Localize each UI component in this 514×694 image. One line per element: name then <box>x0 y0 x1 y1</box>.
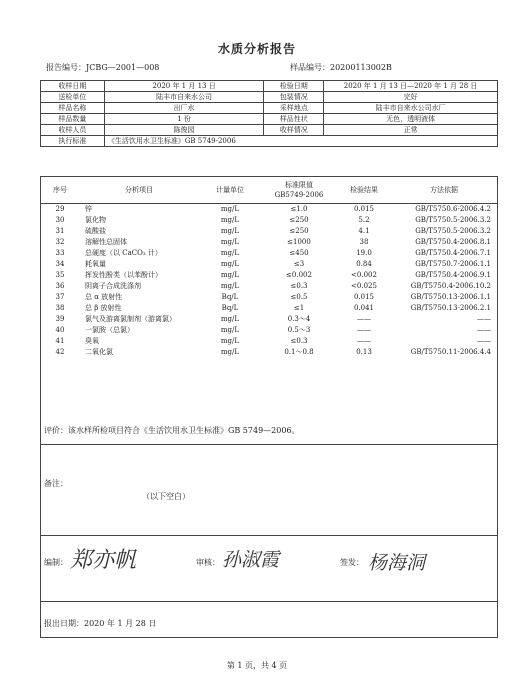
cell-limit: ≤3 <box>293 260 305 268</box>
report-number-value: JCBG—2001—008 <box>86 63 160 72</box>
cell-result: <0.002 <box>351 271 377 279</box>
cell-result: <0.025 <box>351 282 377 290</box>
cell-limit: 0.3～4 <box>287 315 311 323</box>
page-number: 第 1 页，共 4 页 <box>226 661 288 670</box>
cell-method: GB/T5750.4-2006.9.1 <box>415 271 491 279</box>
cell-no: 35 <box>55 271 65 279</box>
cell-item: 氯化物 <box>85 216 106 224</box>
cell-no: 34 <box>55 260 65 268</box>
package-value: 完好 <box>324 92 498 103</box>
cell-no: 42 <box>55 348 65 356</box>
cell-result: —— <box>357 326 371 334</box>
cell-limit: ≤1.0 <box>290 205 308 213</box>
cell-method: GB/T5750.6-2006.4.2 <box>415 205 491 213</box>
table-row <box>41 336 497 347</box>
quantity-value: 1 份 <box>104 114 263 125</box>
issue-date: 报出日期：2020 年 1 月 28 日 <box>44 619 157 628</box>
cell-result: —— <box>357 315 371 323</box>
character-label: 样品性状 <box>264 114 324 125</box>
header-limit-main: 标准限值 <box>285 181 313 189</box>
cell-limit: 0.1～0.8 <box>284 348 314 356</box>
blank-note: （以下空白） <box>142 492 190 501</box>
reviewer-label: 审核： <box>196 558 220 567</box>
package-label: 包装情况 <box>264 92 324 103</box>
cell-result: —— <box>357 337 371 345</box>
issuer-label: 签发： <box>340 558 364 567</box>
cell-unit: mg/L <box>220 337 240 345</box>
cell-unit: mg/L <box>220 315 240 323</box>
sample-number <box>290 62 392 73</box>
cell-limit: 0.5～3 <box>287 326 311 334</box>
remarks-label: 备注： <box>44 479 68 488</box>
header-limit-sub: GB5749-2006 <box>274 191 324 199</box>
sample-name-label: 样品名称 <box>41 103 105 114</box>
sender-label: 送检单位 <box>41 92 105 103</box>
cell-no: 41 <box>55 337 65 345</box>
cell-result: 0.84 <box>356 260 372 268</box>
cell-method: GB/T5750.13-2006.1.1 <box>410 293 491 301</box>
table-row <box>41 303 497 314</box>
header-result: 检验结果 <box>337 177 391 204</box>
cell-item: 阴离子合成洗涤剂 <box>85 282 141 290</box>
cell-method: GB/T5750.4-2006.8.1 <box>415 238 491 246</box>
cell-limit: ≤450 <box>289 249 309 257</box>
table-row <box>41 281 497 292</box>
location-value: 陆丰市自来水公司水厂 <box>324 103 498 114</box>
cell-unit: mg/L <box>220 271 240 279</box>
receive-date-value: 2020 年 1 月 13 日 <box>104 81 263 92</box>
test-date-value: 2020 年 1 月 13 日—2020 年 1 月 28 日 <box>324 81 498 92</box>
cell-no: 32 <box>55 238 65 246</box>
cell-unit: mg/L <box>220 348 240 356</box>
divider <box>40 444 498 445</box>
cell-result: 0.041 <box>353 304 375 312</box>
results-header-row <box>41 177 497 204</box>
cell-result: 38 <box>359 238 369 246</box>
header-method: 方法依据 <box>391 177 497 204</box>
receiver-value: 陈俊园 <box>104 125 263 136</box>
cell-unit: mg/L <box>220 282 240 290</box>
cell-item: 总 α 放射性 <box>85 293 123 301</box>
standard-label: 执行标准 <box>41 136 105 147</box>
sample-name-value: 出厂水 <box>104 103 263 114</box>
cell-result: 19.0 <box>356 249 372 257</box>
report-title: 水质分析报告 <box>217 42 296 56</box>
cell-no: 30 <box>55 216 65 224</box>
cell-unit: Bq/L <box>221 304 239 312</box>
cell-method: GB/T5750.13-2006.2.1 <box>410 304 491 312</box>
table-row <box>41 204 497 216</box>
cell-limit: ≤0.3 <box>290 337 308 345</box>
cell-no: 29 <box>55 205 65 213</box>
sample-info-table <box>40 80 498 147</box>
report-number <box>46 62 159 73</box>
cell-unit: mg/L <box>220 326 240 334</box>
cell-unit: Bq/L <box>221 293 239 301</box>
cell-limit: ≤250 <box>289 216 309 224</box>
cell-unit: mg/L <box>220 205 240 213</box>
cell-no: 38 <box>55 304 65 312</box>
cell-limit: ≤0.002 <box>286 271 312 279</box>
evaluation-text: 评价：该水样所检项目符合《生活饮用水卫生标准》GB 5749—2006。 <box>44 426 300 435</box>
cell-result: 0.13 <box>356 348 372 356</box>
location-label: 采样地点 <box>264 103 324 114</box>
cell-no: 40 <box>55 326 65 334</box>
cell-limit: ≤1000 <box>287 238 311 246</box>
issuer-signature: 杨海洞 <box>368 552 426 574</box>
table-row <box>41 314 497 325</box>
results-table <box>41 177 497 358</box>
cell-item: 总 β 放射性 <box>85 304 122 312</box>
status-value: 正常 <box>324 125 498 136</box>
sample-number-value: 20200113002B <box>330 63 392 72</box>
header-no: 序号 <box>41 177 79 204</box>
table-row <box>41 347 497 358</box>
cell-no: 39 <box>55 315 65 323</box>
cell-item: 溶解性总固体 <box>85 238 127 246</box>
character-value: 无色，透明液体 <box>324 114 498 125</box>
cell-method: GB/T5750.4-2006.10.2 <box>410 282 491 290</box>
cell-limit: ≤250 <box>289 227 309 235</box>
header-unit: 计量单位 <box>199 177 261 204</box>
cell-no: 37 <box>55 293 65 301</box>
header-limit <box>261 177 337 204</box>
cell-method: GB/T5750.7-2006.1.1 <box>415 260 491 268</box>
cell-method: —— <box>477 326 491 334</box>
cell-method: GB/T5750.4-2006.7.1 <box>415 249 491 257</box>
table-row <box>41 248 497 259</box>
header-item: 分析项目 <box>79 177 199 204</box>
cell-unit: mg/L <box>220 249 240 257</box>
cell-method: GB/T5750.5-2006.3.2 <box>415 216 491 224</box>
cell-method: GB/T5750.5-2006.3.2 <box>415 227 491 235</box>
cell-item: 挥发性酚类（以苯酚计） <box>85 271 162 279</box>
cell-limit: ≤0.3 <box>290 282 308 290</box>
cell-unit: mg/L <box>220 238 240 246</box>
table-row <box>41 325 497 336</box>
cell-result: 0.015 <box>353 205 375 213</box>
divider <box>40 601 498 602</box>
cell-method: —— <box>477 315 491 323</box>
cell-method: —— <box>477 337 491 345</box>
cell-item: 耗氧量 <box>85 260 106 268</box>
table-row <box>41 237 497 248</box>
cell-item: 总硬度（以 CaCO₃ 计） <box>85 249 162 257</box>
sender-value: 陆丰市自来水公司 <box>104 92 263 103</box>
standard-value: 《生活饮用水卫生标准》GB 5749-2006 <box>104 136 497 147</box>
receiver-label: 收样人员 <box>41 125 105 136</box>
receive-date-label: 收样日期 <box>41 81 105 92</box>
cell-unit: mg/L <box>220 260 240 268</box>
sample-number-label: 样品编号： <box>290 63 330 72</box>
cell-method: GB/T5750.11-2006.4.4 <box>410 348 491 356</box>
cell-limit: ≤1 <box>293 304 305 312</box>
cell-item: 一氯胺（总氯） <box>85 326 134 334</box>
table-row <box>41 259 497 270</box>
table-row <box>41 292 497 303</box>
author-signature: 郑亦帆 <box>70 548 137 573</box>
cell-no: 36 <box>55 282 65 290</box>
table-row <box>41 215 497 226</box>
cell-item: 臭氧 <box>85 337 99 345</box>
divider <box>40 535 498 536</box>
cell-result: 5.2 <box>358 216 370 224</box>
cell-item: 硫酸盐 <box>85 227 106 235</box>
cell-no: 31 <box>55 227 65 235</box>
cell-no: 33 <box>55 249 65 257</box>
cell-limit: ≤0.5 <box>290 293 308 301</box>
test-date-label: 检验日期 <box>264 81 324 92</box>
cell-item: 锌 <box>85 205 92 213</box>
table-row <box>41 226 497 237</box>
cell-result: 4.1 <box>358 227 370 235</box>
quantity-label: 样品数量 <box>41 114 105 125</box>
cell-unit: mg/L <box>220 227 240 235</box>
cell-item: 二氧化氯 <box>85 348 113 356</box>
status-label: 收样情况 <box>264 125 324 136</box>
reviewer-signature: 孙淑霞 <box>222 549 280 571</box>
cell-result: 0.015 <box>353 293 375 301</box>
report-number-label: 报告编号： <box>46 63 86 72</box>
cell-unit: mg/L <box>220 216 240 224</box>
cell-item: 氯气及游离氯制剂（游离氯） <box>85 315 176 323</box>
table-row <box>41 270 497 281</box>
author-label: 编制： <box>44 558 68 567</box>
